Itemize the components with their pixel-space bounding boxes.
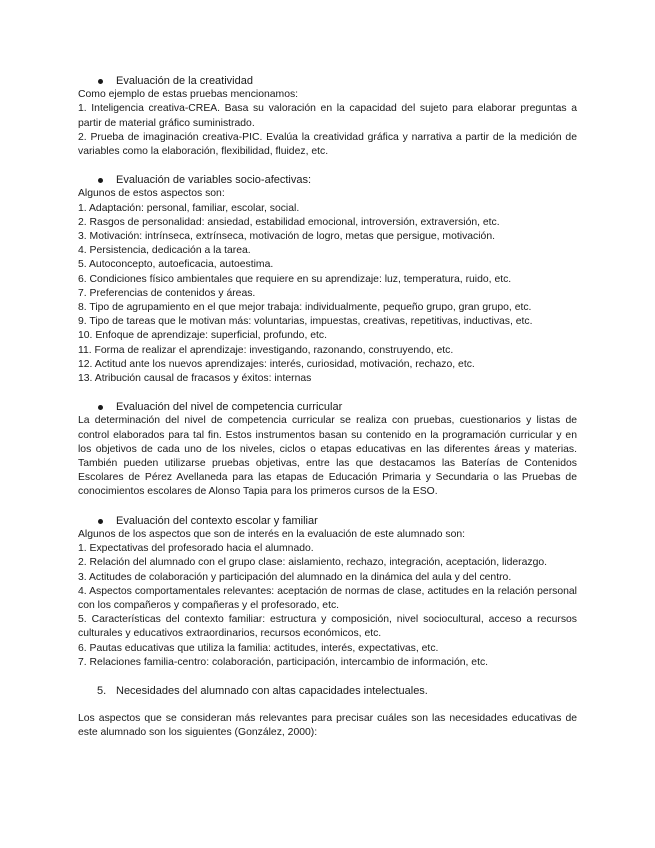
list-item: 3. Actitudes de colaboración y participación del alumnado en la dinámica del aula y del centro. xyxy=(78,571,512,583)
intro-socio-afectivas: Algunos de estos aspectos son: xyxy=(78,188,225,200)
heading-section-5 xyxy=(78,684,577,698)
list-item: 9. Tipo de tareas que le motivan más: voluntarias, impuestas, creativas, repetitivas, inductivas, etc. xyxy=(78,316,533,328)
list-item: 12. Actitud ante los nuevos aprendizajes: interés, curiosidad, motivación, rechazo, etc. xyxy=(78,358,475,370)
socio-afectivas-list xyxy=(78,202,577,387)
list-item: 6. Pautas educativas que utiliza la familia: actitudes, interés, expectativas, etc. xyxy=(78,642,439,654)
heading-socio-afectivas xyxy=(78,173,577,187)
list-item: 8. Tipo de agrupamiento en el que mejor trabaja: individualmente, pequeño grupo, gran grupo, etc. xyxy=(78,302,532,314)
list-item: 5. Características del contexto familiar: estructura y composición, nivel sociocultural, acceso a recursos culturales y educativos extraordinarios, recursos económicos, etc. xyxy=(78,614,577,640)
list-item: 1. Expectativas del profesorado hacia el alumnado. xyxy=(78,543,314,555)
list-item: 6. Condiciones físico ambientales que requiere en su aprendizaje: luz, temperatura, ruido, etc. xyxy=(78,273,512,285)
heading-text: Evaluación de la creatividad xyxy=(116,75,253,87)
heading-contexto-escolar xyxy=(78,514,577,528)
bullet-icon xyxy=(98,405,103,410)
list-item: 13. Atribución causal de fracasos y éxitos: internas xyxy=(78,373,312,385)
list-item: 10. Enfoque de aprendizaje: superficial, profundo, etc. xyxy=(78,330,327,342)
heading-text: Evaluación de variables socio-afectivas: xyxy=(116,174,312,187)
list-item: 7. Preferencias de contenidos y áreas. xyxy=(78,287,256,299)
list-item: 1. Adaptación: personal, familiar, escolar, social. xyxy=(78,202,300,214)
list-item: 2. Rasgos de personalidad: ansiedad, estabilidad emocional, introversión, extraversión, etc. xyxy=(78,216,500,228)
list-item: 3. Motivación: intrínseca, extrínseca, motivación de logro, metas que persigue, motivación. xyxy=(78,231,495,243)
intro-creatividad: Como ejemplo de estas pruebas mencionamos: xyxy=(78,89,299,101)
heading-text: Evaluación del contexto escolar y familiar xyxy=(116,514,318,527)
paragraph-necesidades: Los aspectos que se consideran más relevantes para precisar cuáles son las necesidades educativas de este alumnado son los siguientes (González, 2000): xyxy=(78,713,577,739)
section-title: Necesidades del alumnado con altas capacidades intelectuales. xyxy=(116,684,428,697)
bullet-icon xyxy=(98,178,103,183)
list-item: 2. Prueba de imaginación creativa-PIC. Evalúa la creatividad gráfica y narrativa a partir de la medición de variables como la elaboración, flexibilidad, fluidez, etc. xyxy=(78,131,577,158)
list-item: 4. Persistencia, dedicación a la tarea. xyxy=(78,245,251,257)
list-item: 7. Relaciones familia-centro: colaboración, participación, intercambio de información, etc. xyxy=(78,656,489,668)
heading-competencia-curricular xyxy=(78,400,577,414)
heading-text: Evaluación del nivel de competencia curricular xyxy=(116,401,343,414)
intro-contexto-escolar: Algunos de los aspectos que son de interés en la evaluación de este alumnado son: xyxy=(78,528,466,540)
list-item: 2. Relación del alumnado con el grupo clase: aislamiento, rechazo, integración, aceptación, liderazgo. xyxy=(78,557,548,569)
contexto-escolar-list xyxy=(78,542,577,670)
document-page xyxy=(78,74,577,741)
paragraph-competencia-curricular: La determinación del nivel de competencia curricular se realiza con pruebas, cuestionarios y listas de control elaborados para tal fin. Estos instrumentos basan su contenido en la programación curricular y en los objetivos de cada uno de los niveles, ciclos o etapas educativas en las diferentes áreas y materias. También pueden utilizarse pruebas objetivas, entre las que destacamos las Baterías de Contenidos Escolares de Pérez Avellaneda para las etapas de Educación Primaria y Secundaria o las Pruebas de conocimientos escolares de Alonso Tapia para los primeros cursos de la ESO. xyxy=(78,415,577,498)
heading-creatividad xyxy=(78,74,577,88)
list-item: 4. Aspectos comportamentales relevantes: aceptación de normas de clase, actitudes en la relación personal con los compañeros y compañeras y el profesorado, etc. xyxy=(78,585,577,611)
bullet-icon xyxy=(98,79,103,84)
bullet-icon xyxy=(98,519,103,524)
list-item: 1. Inteligencia creativa-CREA. Basa su valoración en la capacidad del sujeto para elaborar preguntas a partir de material gráfico suministrado. xyxy=(78,103,577,129)
list-item: 11. Forma de realizar el aprendizaje: investigando, razonando, construyendo, etc. xyxy=(78,344,454,356)
section-number: 5. xyxy=(97,684,107,697)
list-item: 5. Autoconcepto, autoeficacia, autoestima. xyxy=(78,259,274,271)
